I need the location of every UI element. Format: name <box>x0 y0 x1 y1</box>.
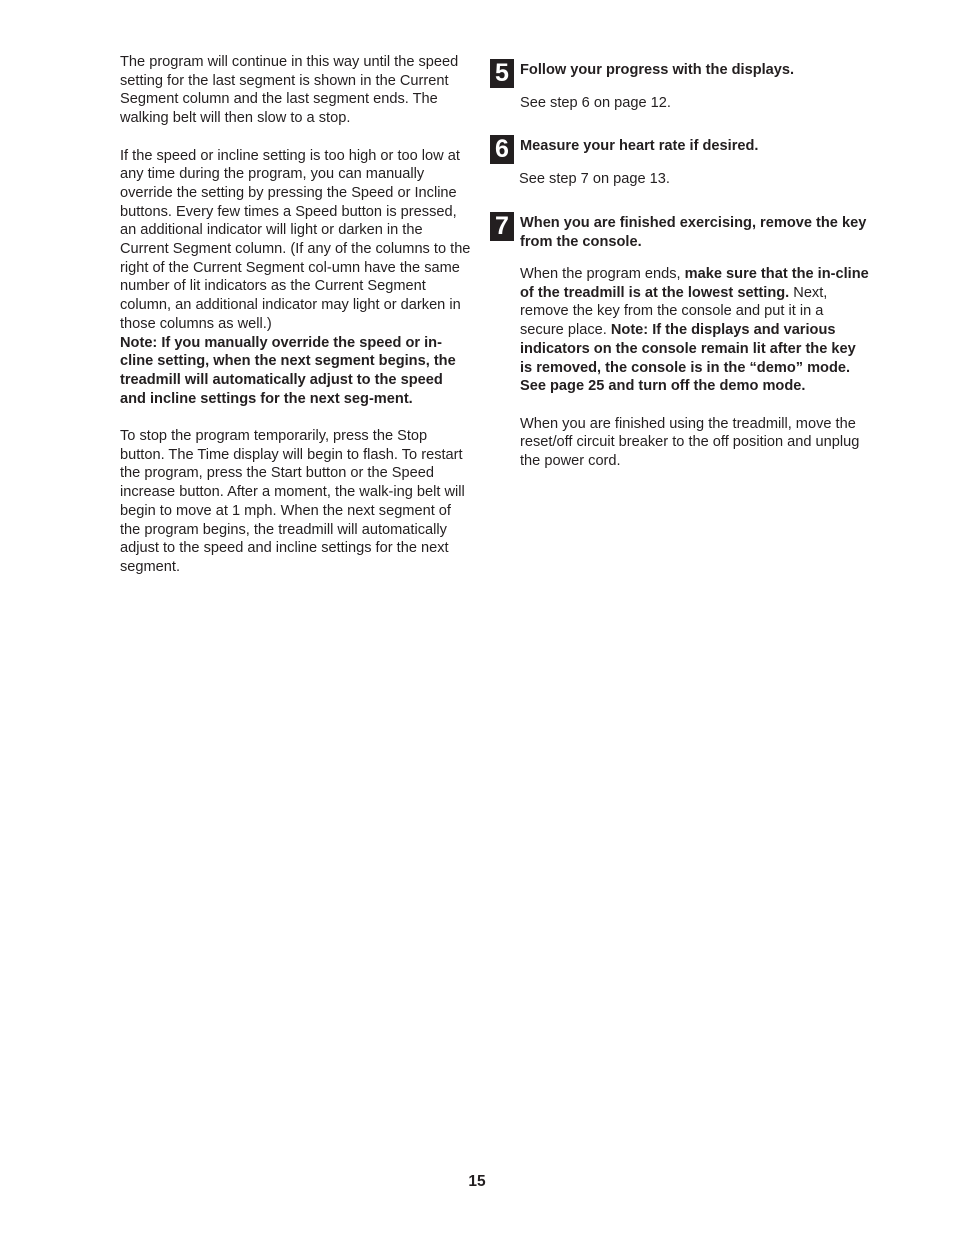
step-7-paragraph-program-ends <box>520 265 870 396</box>
step-6-body: See step 7 on page 13. <box>519 171 670 187</box>
step-6-number: 6 <box>490 135 514 164</box>
paragraph-stop-program: To stop the program temporarily, press the Stop button. The Time display will begin to flash. To restart the program, press the Start button or the Speed increase button. After a moment, the walk-ing belt will begin to move at 1 mph. When the next segment of the program begins, the treadmill will automatically adjust to the speed and incline settings for the next segment. <box>120 428 465 575</box>
paragraph-program-continue: The program will continue in this way until the speed setting for the last segment is shown in the Current Segment column and the last segment ends. The walking belt will then slow to a stop. <box>120 54 459 127</box>
override-note: Note: If you manually override the speed or in-cline setting, when the next segment begins, the treadmill will automatically adjust to the speed and incline settings for the next seg-ment. <box>120 334 456 407</box>
step-7-demo-note: Note: If the displays and various indicators on the console remain lit after the key is removed, the console is in the “demo” mode. See page 25 and turn off the demo mode. <box>520 322 856 395</box>
step-7-text-a: When the program ends, <box>520 266 685 282</box>
step-7-title: When you are finished exercising, remove the key from the console. <box>520 215 867 250</box>
step-7-body <box>520 265 870 489</box>
step-5-body: See step 6 on page 12. <box>520 95 671 111</box>
step-6-title: Measure your heart rate if desired. <box>520 138 759 154</box>
step-5-title: Follow your progress with the displays. <box>520 62 795 78</box>
step-7-text-b: make sure that the in-cline of the treadmill is at the lowest setting. <box>520 266 869 301</box>
left-column <box>120 53 472 595</box>
step-7-number: 7 <box>490 212 514 241</box>
paragraph-manual-override <box>120 147 472 409</box>
step-7-text-c: Next, remove the key from the console and put it in a secure place. <box>520 284 828 339</box>
step-7-paragraph-unplug: When you are finished using the treadmill, move the reset/off circuit breaker to the off position and unplug the power cord. <box>520 415 860 470</box>
step-5-number: 5 <box>490 59 514 88</box>
override-text: If the speed or incline setting is too high or too low at any time during the program, you can manually override the setting by pressing the Speed or Incline buttons. Every few times a Speed button is pressed, an additional indicator will light or darken in the Current Segment column. (If any of the columns to the right of the Current Segment col-umn have the same number of lit indicators as the Current Segment column, an additional indicator may light or darken in those columns as well.) <box>120 147 471 332</box>
page-number: 15 <box>468 1173 486 1190</box>
